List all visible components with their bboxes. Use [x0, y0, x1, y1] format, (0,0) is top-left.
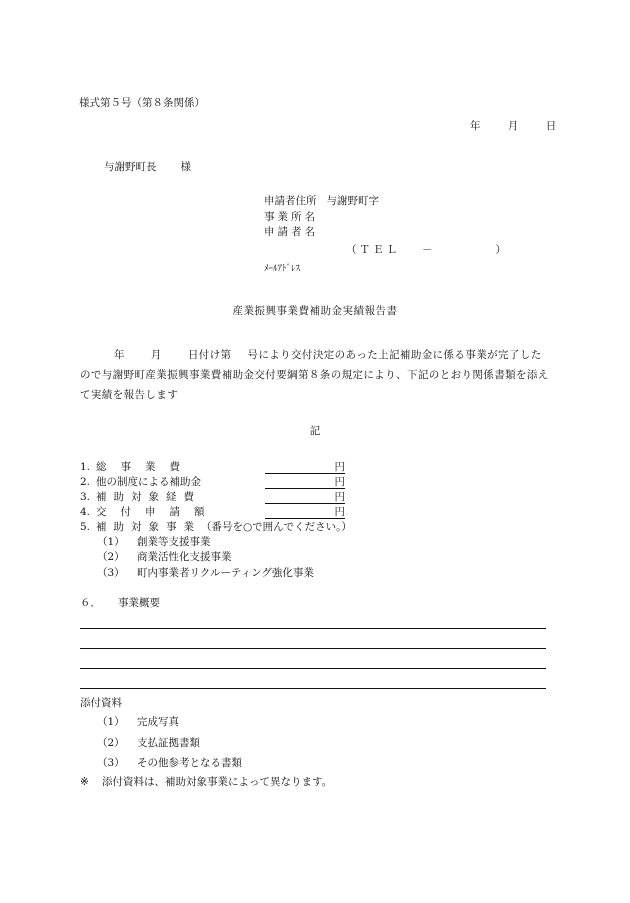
applicant-address-label: 申請者住所: [264, 195, 317, 207]
option-label: 町内事業者リクルーティング強化事業: [137, 567, 314, 579]
option-number: （1）: [97, 536, 125, 548]
body-text: 号により交付決定のあった上記補助金に係る事業が完了したので与謝野町産業振興事業費補助金交付要綱第８条の規定により、下記のとおり関係書類を添えて実績を報告します: [80, 349, 549, 401]
option-number: （3）: [97, 567, 125, 579]
attachments-note: [80, 776, 332, 789]
item-number: 5.: [80, 521, 91, 533]
item-number: 4.: [80, 506, 91, 518]
yen-unit: 円: [334, 506, 345, 518]
project-type-option[interactable]: [97, 567, 314, 580]
item-other-subsidy: [80, 476, 266, 489]
amount-field-eligible-expense[interactable]: [265, 491, 345, 504]
overview-number: ６．: [80, 597, 101, 609]
item-number: 1.: [80, 461, 91, 473]
tel-row: [346, 244, 509, 257]
ki-heading: 記: [309, 425, 321, 437]
attachment-number: （2）: [97, 737, 125, 749]
attachment-number: （1）: [97, 716, 125, 728]
note-text: 添付資料は、補助対象事業によって異なります。: [102, 776, 333, 788]
item-eligible-project: [80, 521, 352, 534]
attachment-item: [97, 757, 242, 770]
project-overview-heading: [80, 597, 160, 610]
item-total-cost: [80, 461, 266, 474]
project-type-option[interactable]: [97, 551, 232, 564]
email-label: ﾒｰﾙｱﾄﾞﾚｽ: [264, 264, 301, 274]
item-requested-amount: [80, 506, 266, 519]
item-label: 他の制度による補助金: [96, 476, 201, 488]
yen-unit: 円: [334, 491, 345, 503]
date-line: [470, 120, 556, 133]
attachments-heading: 添付資料: [80, 697, 122, 709]
addressee-honorific: 様: [180, 161, 191, 173]
item-label: 補助対象経費: [96, 491, 201, 503]
tel-dash: －: [422, 244, 436, 256]
date-day: 日: [545, 120, 557, 132]
item-label: 総事業費: [96, 461, 194, 473]
item-number: 2.: [80, 476, 91, 488]
note-mark: ※: [80, 776, 89, 788]
attachment-number: （3）: [97, 757, 125, 769]
date-year: 年: [470, 120, 481, 132]
option-label: 商業活性化支援事業: [137, 551, 232, 563]
amount-field-total-cost[interactable]: [265, 461, 345, 474]
applicant-address-value: 与謝野町字: [326, 195, 379, 207]
document-title: 産業振興事業費補助金実績報告書: [232, 305, 398, 317]
overview-writing-line[interactable]: [80, 688, 546, 689]
item-label: 補助対象事業: [96, 521, 201, 533]
addressee-name: 与謝野町長: [104, 161, 157, 173]
applicant-address-row: [264, 195, 379, 208]
item-note: （番号を○で囲んでください。）: [201, 521, 352, 533]
applicant-name-label: 申請者名: [264, 226, 318, 238]
attachment-item: [97, 716, 179, 729]
overview-writing-line[interactable]: [80, 628, 546, 629]
body-year: 年: [114, 349, 125, 361]
addressee: [104, 161, 191, 174]
tel-close: ）: [495, 244, 509, 256]
overview-writing-line[interactable]: [80, 648, 546, 649]
overview-writing-line[interactable]: [80, 668, 546, 669]
item-label: 交付申請額: [96, 506, 219, 518]
option-label: 創業等支援事業: [137, 536, 211, 548]
attachment-label: その他参考となる書類: [137, 757, 242, 769]
yen-unit: 円: [334, 476, 345, 488]
business-name-label: 事業所名: [264, 211, 318, 223]
overview-label: 事業概要: [118, 597, 160, 609]
option-number: （2）: [97, 551, 125, 563]
body-month: 月: [150, 349, 162, 361]
yen-unit: 円: [334, 461, 345, 473]
amount-field-other-subsidy[interactable]: [265, 476, 345, 489]
attachment-label: 支払証拠書類: [137, 737, 200, 749]
project-type-option[interactable]: [97, 536, 211, 549]
form-number: 様式第５号（第８条関係）: [79, 97, 205, 109]
report-body: [80, 345, 552, 405]
attachment-item: [97, 737, 200, 750]
date-month: 月: [507, 120, 519, 132]
body-day-ref: 日付け第: [187, 349, 232, 361]
attachment-label: 完成写真: [137, 716, 179, 728]
amount-field-requested-amount[interactable]: [265, 506, 345, 519]
tel-open: （ＴＥＬ: [346, 244, 400, 256]
item-number: 3.: [80, 491, 91, 503]
item-eligible-expense: [80, 491, 266, 504]
